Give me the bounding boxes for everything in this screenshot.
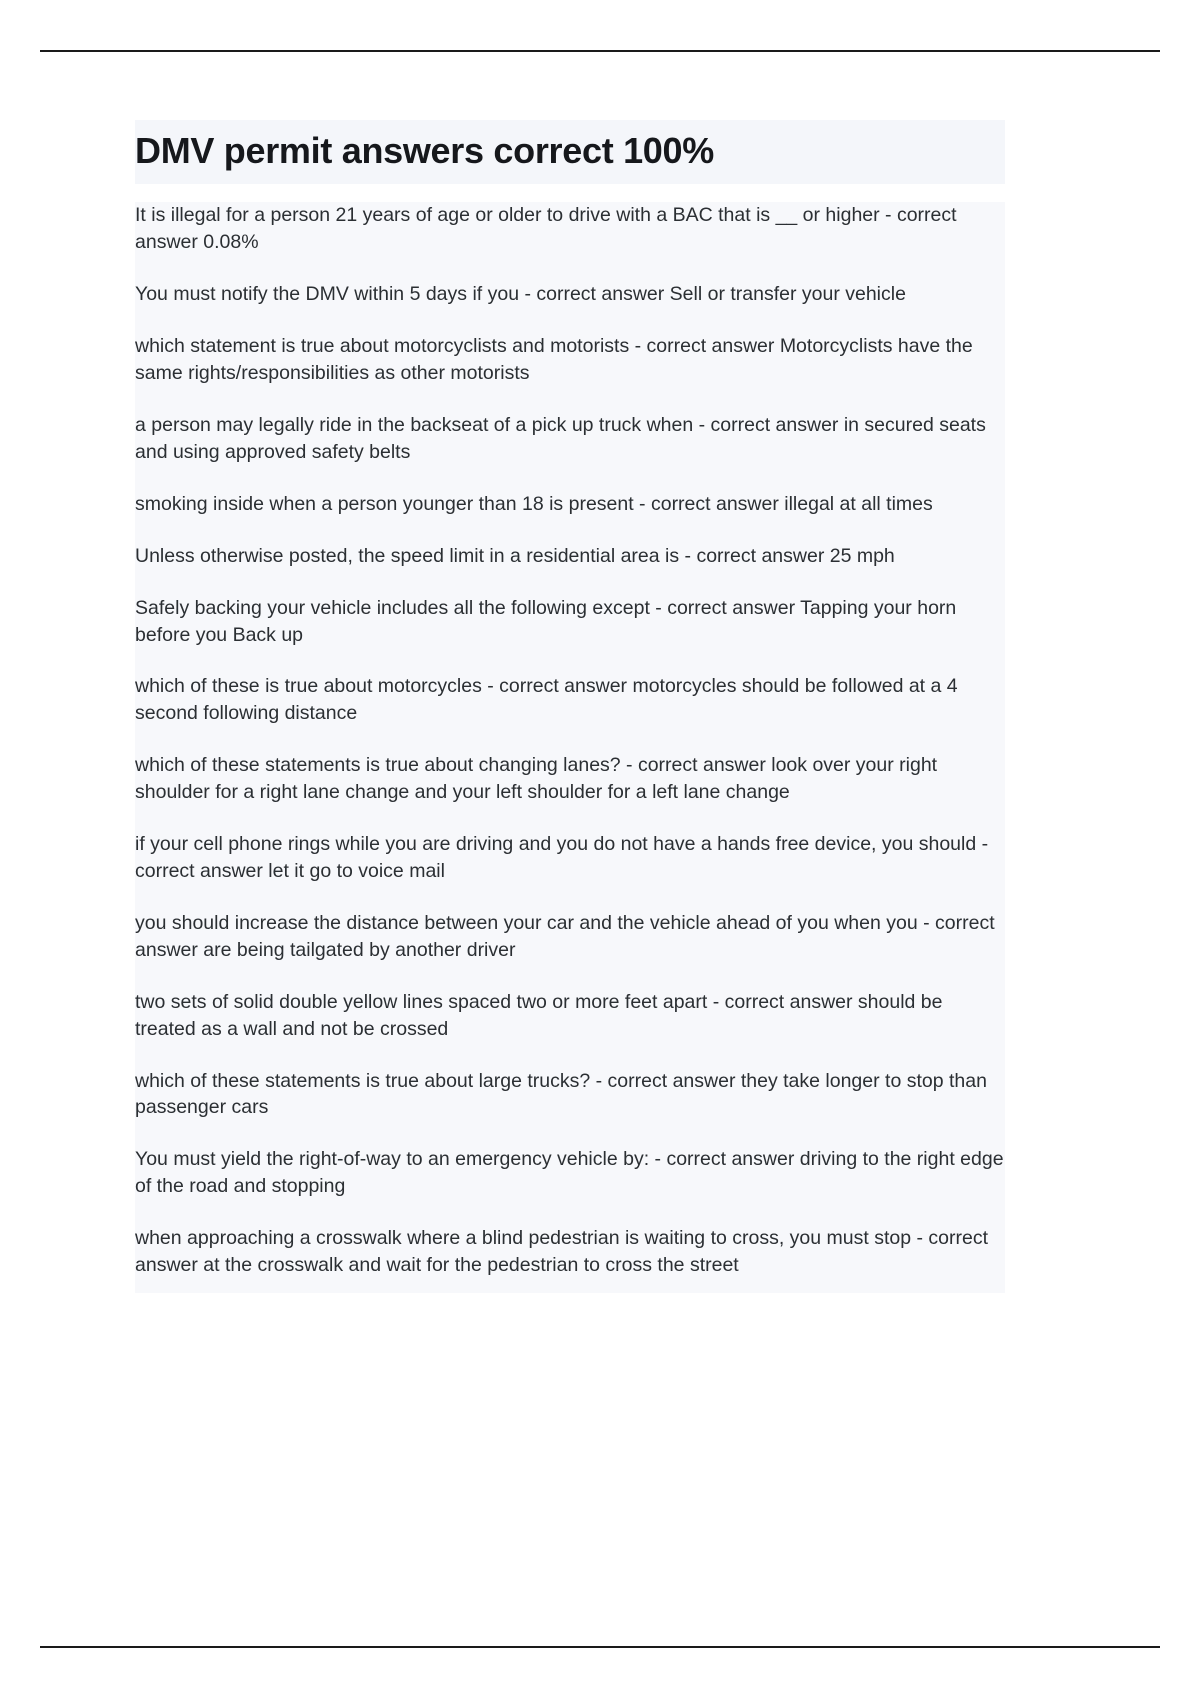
list-item: a person may legally ride in the backseat of a pick up truck when - correct answer in secured seats and using approved safety belts <box>135 414 986 463</box>
list-item: It is illegal for a person 21 years of age or older to drive with a BAC that is __ or higher - correct answer 0.08% <box>135 204 957 254</box>
list-item: You must notify the DMV within 5 days if you - correct answer Sell or transfer your vehicle <box>135 283 906 306</box>
list-item: which of these statements is true about large trucks? - correct answer they take longer to stop than passenger cars <box>135 1069 987 1119</box>
header-divider <box>40 50 1160 52</box>
list-item: which of these is true about motorcycles - correct answer motorcycles should be followed at a 4 second following distance <box>135 675 958 725</box>
list-item: when approaching a crosswalk where a blind pedestrian is waiting to cross, you must stop - correct answer at the crosswalk and wait for the pedestrian to cross the street <box>135 1227 988 1277</box>
list-item: you should increase the distance between your car and the vehicle ahead of you when you - correct answer are being tailgated by another driver <box>135 911 995 961</box>
list-item: which statement is true about motorcyclists and motorists - correct answer Motorcyclists have the same rights/responsibilities as other motorists <box>135 335 973 385</box>
list-item: if your cell phone rings while you are driving and you do not have a hands free device, you should - correct answer let it go to voice mail <box>135 833 989 882</box>
document-content <box>135 120 1005 1293</box>
list-item: which of these statements is true about changing lanes? - correct answer look over your right shoulder for a right lane change and your left shoulder for a left lane change <box>135 754 938 804</box>
page-title: DMV permit answers correct 100% <box>135 120 1005 184</box>
footer-divider <box>40 1646 1160 1648</box>
list-item: two sets of solid double yellow lines spaced two or more feet apart - correct answer should be treated as a wall and not be crossed <box>135 990 943 1040</box>
list-item: smoking inside when a person younger than 18 is present - correct answer illegal at all times <box>135 492 933 515</box>
qa-list <box>135 202 1005 1292</box>
list-item: You must yield the right-of-way to an emergency vehicle by: - correct answer driving to the right edge of the road and stopping <box>135 1148 1004 1198</box>
list-item: Unless otherwise posted, the speed limit in a residential area is - correct answer 25 mph <box>135 544 895 567</box>
list-item: Safely backing your vehicle includes all the following except - correct answer Tapping your horn before you Back up <box>135 596 957 646</box>
